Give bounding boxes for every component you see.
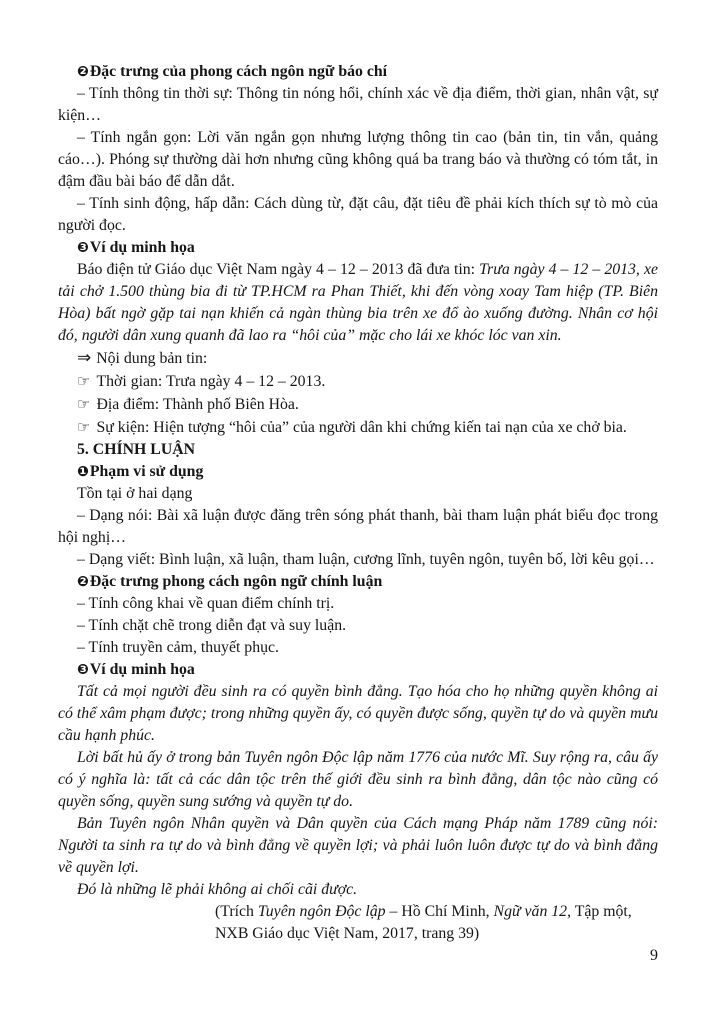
- double-arrow-icon: ⇒: [77, 348, 92, 368]
- summary-item: [58, 393, 658, 416]
- pointing-hand-icon: ☞: [77, 372, 91, 390]
- chinhluan-example-paragraph: Tất cả mọi người đều sinh ra có quyền bình đẳng. Tạo hóa cho họ những quyền không ai có thể xâm phạm được; trong những quyền ấy, có quyền được sống, quyền tự do và quyền mưu cầu hạnh phúc.: [58, 683, 658, 744]
- heading-baochi-features: [58, 61, 658, 83]
- page-content: [58, 61, 658, 945]
- circled-2-icon: ❷: [77, 64, 90, 80]
- baochi-feature-item: – Tính sinh động, hấp dẫn: Cách dùng từ, đặt câu, đặt tiêu đề phải kích thích sự tò mò của người đọc.: [58, 195, 658, 234]
- section-title-label: 5. CHÍNH LUẬN: [77, 441, 196, 458]
- section-title-chinhluan: [58, 439, 658, 461]
- circled-2-icon: ❷: [77, 574, 90, 590]
- citation-line: [215, 901, 658, 923]
- heading-chinhluan-features: [58, 571, 658, 593]
- heading-chinhluan-example: [58, 659, 658, 681]
- citation-text: , Tập một,: [567, 903, 632, 920]
- example-quote: Trưa ngày 4 – 12 – 2013, xe tải chở 1.500 thùng bia đi từ TP.HCM ra Phan Thiết, khi đến vòng xoay Tam hiệp (TP. Biên Hòa) bất ngờ gặp tai nạn khiến cả ngàn thùng bia trên xe đổ ào xuống đường. Nhân cơ hội đó, người dân xung quanh đã lao ra “hôi của” mặc cho lái xe khóc lóc van xin.: [58, 261, 658, 344]
- heading-label: Đặc trưng của phong cách ngôn ngữ báo chí: [89, 63, 388, 80]
- heading-chinhluan-scope: [58, 461, 658, 483]
- heading-label: Phạm vi sử dụng: [89, 463, 204, 480]
- chinhluan-example-paragraph: Bản Tuyên ngôn Nhân quyền và Dân quyền của Cách mạng Pháp năm 1789 cũng nói: Người ta sinh ra tự do và bình đẳng về quyền lợi; và phải luôn luôn được tự do và bình đẳng về quyền lợi.: [58, 815, 658, 876]
- summary-item-text: Thời gian: Trưa ngày 4 – 12 – 2013.: [96, 373, 326, 390]
- heading-label: Ví dụ minh họa: [89, 661, 195, 678]
- citation-text: NXB Giáo dục Việt Nam, 2017, trang 39): [215, 925, 480, 942]
- pointing-hand-icon: ☞: [77, 418, 91, 436]
- scope-intro: Tồn tại ở hai dạng: [77, 485, 193, 502]
- baochi-feature-item: – Tính thông tin thời sự: Thông tin nóng hổi, chính xác về địa điểm, thời gian, nhân vật, sự kiện…: [58, 85, 658, 124]
- summary-label: Nội dung bản tin:: [96, 350, 208, 367]
- citation-book-title: Ngữ văn 12: [493, 903, 568, 920]
- pointing-hand-icon: ☞: [77, 395, 91, 413]
- summary-item: [58, 416, 658, 439]
- circled-1-icon: ❶: [77, 464, 90, 480]
- scope-form-item: – Dạng nói: Bài xã luận được đăng trên sóng phát thanh, bài tham luận phát biểu đọc trong hội nghị…: [58, 507, 658, 546]
- summary-heading-line: [58, 347, 658, 370]
- example-intro: Báo điện tử Giáo dục Việt Nam ngày 4 – 12 – 2013 đã đưa tin:: [77, 261, 480, 278]
- chinhluan-feature-item: – Tính công khai về quan điểm chính trị.: [77, 595, 335, 612]
- citation-text: – Hồ Chí Minh,: [385, 903, 494, 920]
- baochi-feature-item: – Tính ngắn gọn: Lời văn ngắn gọn nhưng lượng thông tin cao (bản tin, tin vắn, quảng cáo…). Phóng sự thường dài hơn nhưng cũng không quá ba trang báo và thường có tóm tắt, in đậm đầu bài báo để dẫn dắt.: [58, 129, 658, 190]
- baochi-example-paragraph: [58, 259, 658, 347]
- citation-work-title: Tuyên ngôn Độc lập: [257, 903, 386, 920]
- heading-baochi-example: [58, 237, 658, 259]
- chinhluan-example-paragraph: Lời bất hủ ấy ở trong bản Tuyên ngôn Độc lập năm 1776 của nước Mĩ. Suy rộng ra, câu ấy có ý nghĩa là: tất cả các dân tộc trên thế giới đều sinh ra bình đẳng, dân tộc nào cũng có quyền sống, quyền sung sướng và quyền tự do.: [58, 749, 658, 810]
- page-number: 9: [650, 947, 658, 964]
- chinhluan-example-paragraph: Đó là những lẽ phải không ai chối cãi được.: [77, 881, 358, 898]
- citation-line: [215, 923, 658, 945]
- summary-item: [58, 370, 658, 393]
- chinhluan-feature-item: – Tính chặt chẽ trong diễn đạt và suy luận.: [77, 617, 347, 634]
- summary-item-text: Sự kiện: Hiện tượng “hôi của” của người dân khi chứng kiến tai nạn của xe chở bia.: [96, 419, 627, 436]
- heading-label: Đặc trưng phong cách ngôn ngữ chính luận: [89, 573, 383, 590]
- heading-label: Ví dụ minh họa: [89, 239, 195, 256]
- circled-3-icon: ❸: [77, 240, 90, 256]
- chinhluan-feature-item: – Tính truyền cảm, thuyết phục.: [77, 639, 279, 656]
- summary-item-text: Địa điểm: Thành phố Biên Hòa.: [96, 396, 299, 413]
- circled-3-icon: ❸: [77, 662, 90, 678]
- citation-text: (Trích: [215, 903, 258, 920]
- scope-form-item: – Dạng viết: Bình luận, xã luận, tham luận, cương lĩnh, tuyên ngôn, tuyên bố, lời kêu gọi…: [77, 551, 655, 568]
